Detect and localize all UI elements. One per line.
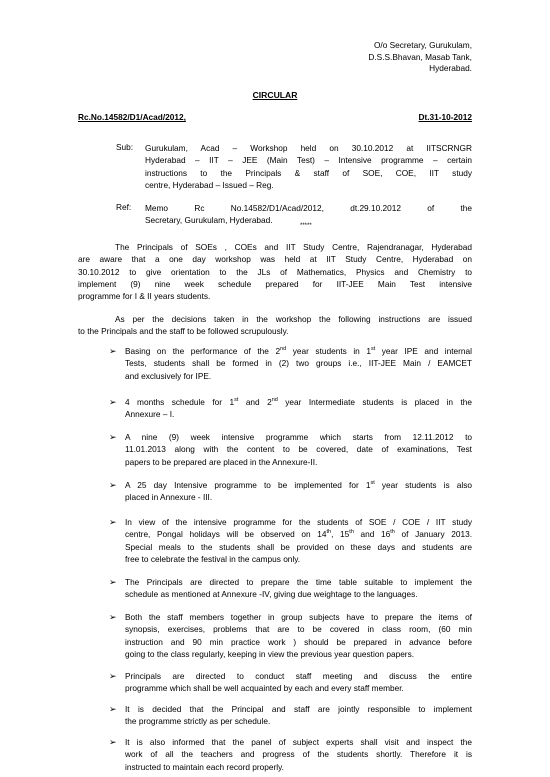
paragraph-line: programme for I & II years students. — [78, 291, 211, 302]
ref-line: Memo Rc No.14582/D1/Acad/2012, dt.29.10.2012 of the — [145, 203, 472, 213]
bullet-arrow-icon: ➢ — [109, 432, 117, 442]
instruction-item-8: Principals are directed to conduct staff meeting and discuss the entire programme which shall be well acquainted by each and every staff member. — [125, 671, 472, 694]
bullet-arrow-icon: ➢ — [109, 737, 117, 747]
instruction-item-6: The Principals are directed to prepare the time table suitable to implement the schedule as mentioned at Annexure -IV, giving due weightage to the languages. — [125, 577, 472, 600]
subject-line: Hyderabad – IIT – JEE (Main Test) – Intensive programme – certain — [145, 155, 472, 166]
bullet-arrow-icon: ➢ — [109, 704, 117, 714]
instruction-item-4: A 25 day Intensive programme to be implemented for 1st year students is also placed in Annexure - III. — [125, 480, 472, 503]
ref-line: Secretary, Gurukulam, Hyderabad. — [145, 215, 273, 226]
instruction-item-5: In view of the intensive programme for the students of SOE / COE / IIT study centre, Pongal holidays will be observed on 14th, 15th and 16th of January 2013. Special meals to the students shall be provided on these days and students are free to celebrate the festival in the campus only. — [125, 517, 472, 564]
paragraph-line: 30.10.2012 to give orientation to the JLs of Mathematics, Physics and Chemistry to — [78, 266, 472, 277]
address-block — [368, 40, 472, 75]
subject-label: Sub: — [116, 142, 134, 152]
paragraph-line: implement (9) nine week schedule prepared for IIT-JEE Main Test intensive — [78, 278, 472, 289]
subject-line: centre, Hyderabad – Issued – Reg. — [145, 179, 274, 190]
bullet-arrow-icon: ➢ — [109, 577, 117, 587]
circular-date: Dt.31-10-2012 — [418, 112, 472, 122]
instruction-item-7: Both the staff members together in group subjects have to prepare the items of synopsis, exercises, problems that are to be covered in class room, (60 min instruction and 90 min practice work ) should be prepared in advance before going to the class regularly, keeping in view the previous year question papers. — [125, 612, 472, 659]
instruction-item-3: A nine (9) week intensive programme which starts from 12.11.2012 to 11.01.2013 along with the content to be covered, date of examinations, Test papers to be prepared are placed in the Annexure-II. — [125, 432, 472, 467]
bullet-arrow-icon: ➢ — [109, 612, 117, 622]
paragraph-line: The Principals of SOEs , COEs and IIT Study Centre, Rajendranagar, Hyderabad — [115, 242, 472, 252]
instructions-paragraph — [78, 313, 472, 338]
address-line-3: Hyderabad. — [429, 63, 472, 74]
instruction-item-1: Basing on the performance of the 2nd year students in 1st year IPE and internal Tests, students shall be formed in (2) two groups i.e., IIT-JEE Main / EAMCET and exclusively for IPE. — [125, 346, 472, 381]
bullet-arrow-icon: ➢ — [109, 671, 117, 681]
intro-paragraph — [78, 241, 472, 302]
reference-number: Rc.No.14582/D1/Acad/2012, — [78, 112, 186, 122]
ref-label: Ref: — [116, 202, 132, 212]
subject-text — [145, 142, 472, 191]
paragraph-line: are aware that a one day workshop was held at IIT Study Centre, Hyderabad on — [78, 254, 472, 265]
address-line-1: O/o Secretary, Gurukulam, — [373, 40, 472, 50]
bullet-arrow-icon: ➢ — [109, 480, 117, 490]
bullet-arrow-icon: ➢ — [109, 346, 117, 356]
instruction-item-9: It is decided that the Principal and staff are jointly responsible to implement the programme strictly as per schedule. — [125, 704, 472, 727]
paragraph-line: to the Principals and the staff to be followed scrupulously. — [78, 326, 289, 337]
paragraph-line: As per the decisions taken in the workshop the following instructions are issued — [115, 314, 472, 324]
subject-line: Gurukulam, Acad – Workshop held on 30.10.2012 at IITSCRNGR — [145, 143, 472, 153]
subject-line: instructions to the Principals & staff of SOE, COE, IIT study — [145, 167, 472, 178]
address-line-2: D.S.S.Bhavan, Masab Tank, — [368, 51, 472, 62]
bullet-arrow-icon: ➢ — [109, 517, 117, 527]
instruction-item-2: 4 months schedule for 1st and 2nd year Intermediate students is placed in the Annexure – I. — [125, 397, 472, 420]
bullet-arrow-icon: ➢ — [109, 397, 117, 407]
instruction-item-10: It is also informed that the panel of subject experts shall visit and inspect the work of all the teachers and progress of the students shortly. Therefore it is instructed to maintain each record properly. — [125, 737, 472, 772]
separator-stars: ***** — [300, 223, 312, 229]
circular-title: CIRCULAR — [252, 90, 298, 100]
